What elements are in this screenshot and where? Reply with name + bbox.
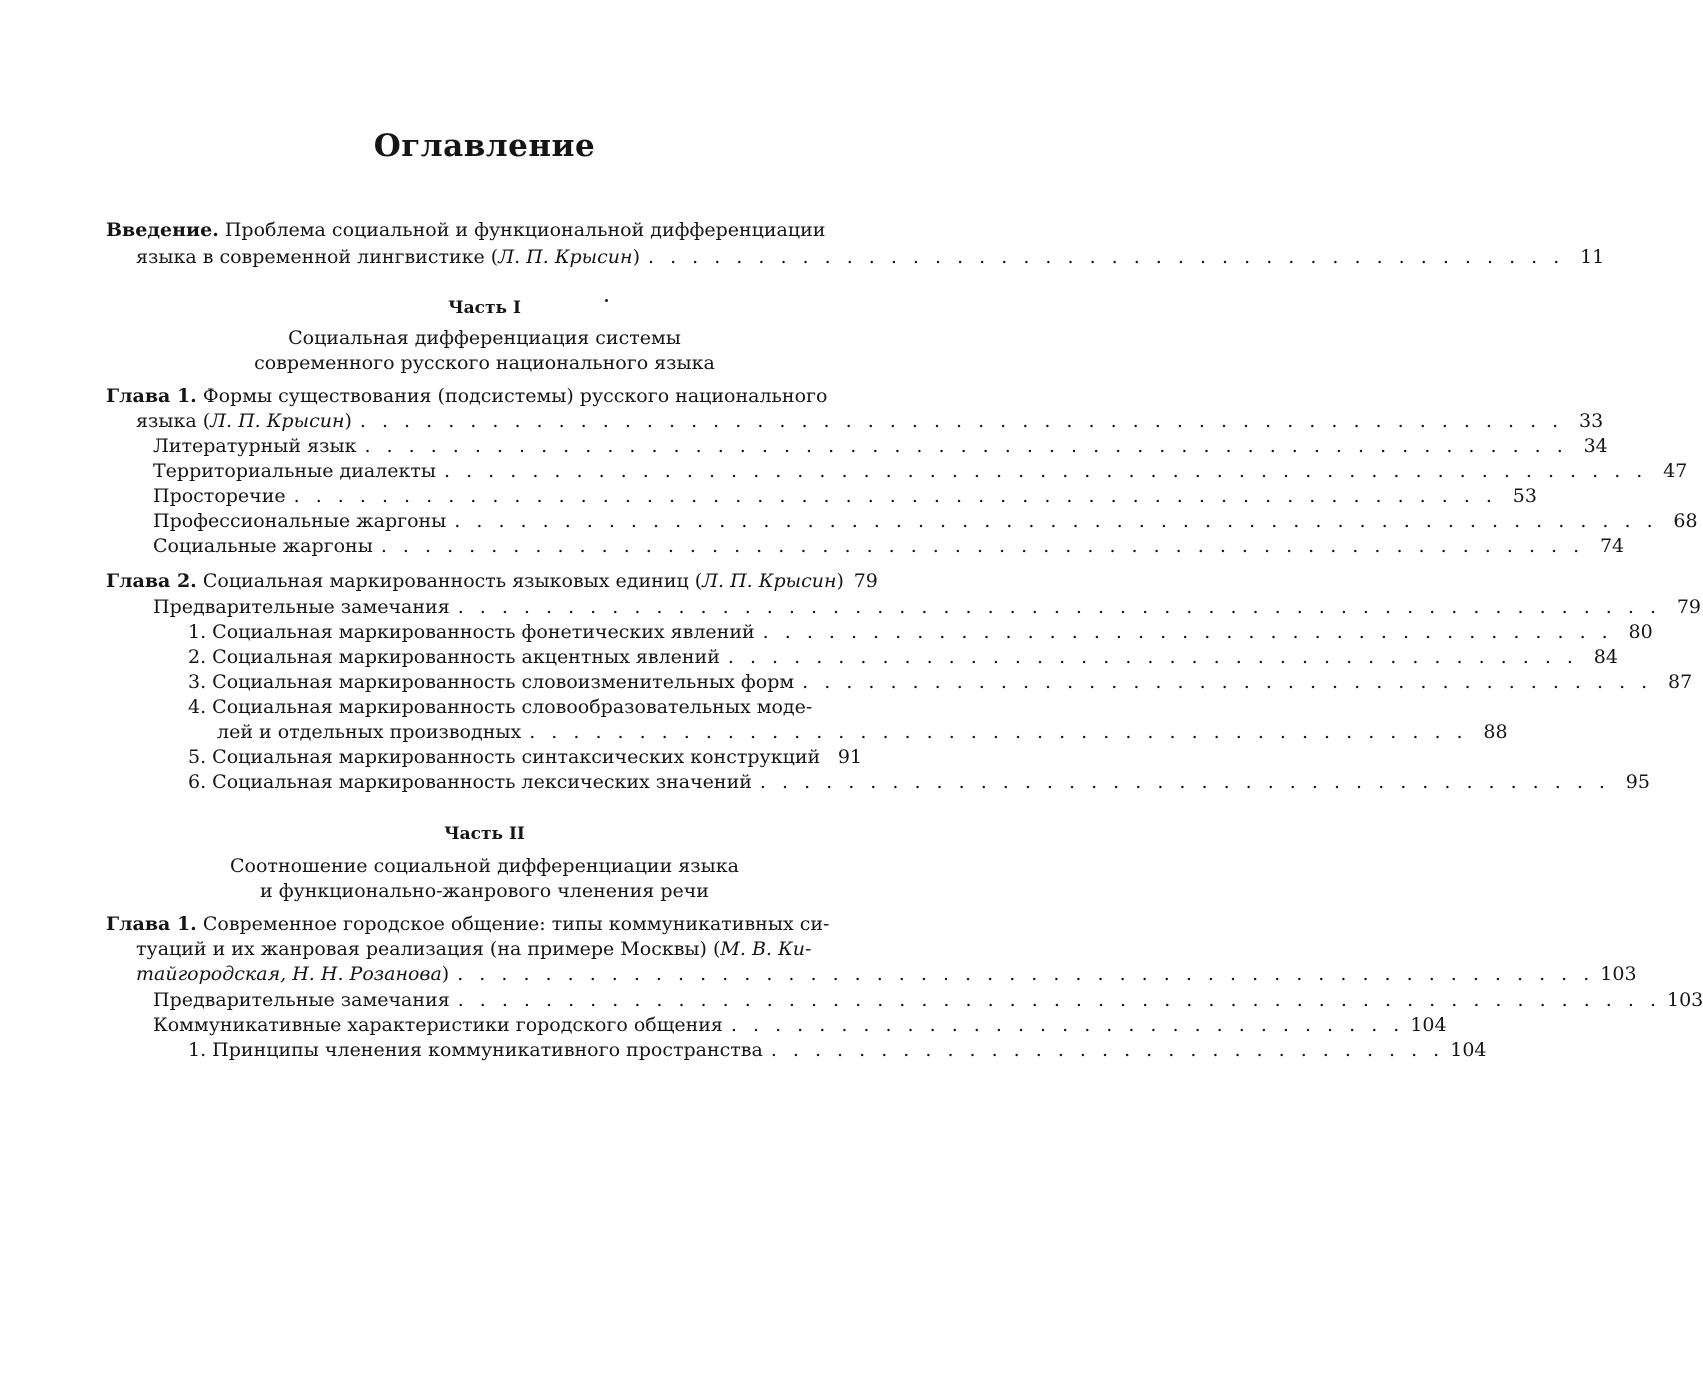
entry-text: Литературный язык: [153, 435, 357, 457]
chapter-1-line-2: [136, 407, 1604, 435]
part-2-chapter-1-text-1: Современное городское общение: типы коммуникативных си-: [196, 913, 830, 935]
chapter-2-label: Глава 2.: [106, 570, 197, 592]
intro-line-2: [136, 243, 1605, 271]
chapter-1-author: Л. П. Крысин: [210, 410, 345, 432]
leader-dots: . . . . . . . . . . . . . . . . . . . . . . . . . . . . . . . . . . . . . . . . . . . . . . . . . . . . . . .: [364, 435, 1568, 457]
leader-dots: . . . . . . . . . . . . . . . . . . . . . . . . . . . . . . . . . . . . . . . . . . . . . . . . . . . . . . .: [380, 535, 1585, 557]
leader-dots: . . . . . . . . . . . . . . . . . . . . . . . . . . . . . . . . . . . . . . . . . . . . . . . . . . . . . . .: [457, 596, 1661, 618]
toc-entry: [153, 532, 1625, 560]
leader-dots: . . . . . . . . . . . . . . . . . . . . . . . . . . . . . . . . . . . . . . . . . . . . . . . . . . . . . . .: [444, 460, 1648, 482]
part-2-title-2: и функционально-жанрового членения речи: [260, 880, 709, 902]
toc-entry-line-2: [217, 718, 1508, 746]
chapter-2-text-end: ): [836, 570, 844, 592]
part-2-title-1: Соотношение социальной дифференциации языка: [230, 855, 739, 877]
leader-dots: . . . . . . . . . . . . . . . . . . . . . . . . . . . . . . .: [730, 1014, 1405, 1036]
toc-entry: [188, 768, 1650, 796]
page-number: 103: [1667, 989, 1703, 1011]
leader-dots: . . . . . . . . . . . . . . . . . . . . . . . . . . . . . . . . . . . . . . .: [802, 671, 1653, 693]
toc-entry: [153, 482, 1537, 510]
chapter-1-line-1: [106, 382, 830, 410]
part-1-label: Часть I: [448, 298, 521, 318]
chapter-2-line-1: [106, 567, 878, 595]
entry-text: Коммуникативные характеристики городского общения: [153, 1014, 723, 1036]
entry-text: Профессиональные жаргоны: [153, 510, 447, 532]
part-2-label: Часть II: [444, 824, 525, 844]
part-2-chapter-1-label: Глава 1.: [106, 913, 197, 935]
intro-author: Л. П. Крысин: [498, 246, 633, 268]
print-speck: [605, 299, 608, 302]
leader-dots: . . . . . . . . . . . . . . . . . . . . . . . . . . . . . . . . . . . . . . . . . . . . . . . . . . . . . . .: [454, 510, 1658, 532]
leader-dots: . . . . . . . . . . . . . . . . . . . . . . . . . . . . . . . . . . . . . . . . . . . . . . . . . . . . . . .: [293, 485, 1497, 507]
page-number: 79: [1676, 596, 1701, 618]
part-2-chapter-1-text-3-end: ): [441, 963, 450, 985]
intro-label: Введение.: [106, 219, 219, 241]
leader-dots: . . . . . . . . . . . . . . . . . . . . . . . . . . . . . . . . . . . . . . . . . . . . . . . . . . . . . . .: [457, 989, 1661, 1011]
part-2-chapter-1-text-2: туаций и их жанровая реализация (на примере Москвы) (: [136, 938, 721, 960]
part-2-chapter-1-author-1: М. В. Ки-: [720, 938, 812, 960]
entry-text: 1. Социальная маркированность фонетических явлений: [188, 621, 755, 643]
leader-dots: . . . . . . . . . . . . . . . . . . . . . . . . . . . . . . . . . . . . . . . . . . . . . . . . . . . .: [457, 963, 1595, 985]
entry-text: Предварительные замечания: [153, 989, 450, 1011]
intro-text-2: языка в современной лингвистике (: [136, 246, 499, 268]
entry-text: Социальные жаргоны: [153, 535, 373, 557]
entry-text: Предварительные замечания: [153, 596, 450, 618]
page-number: 104: [1410, 1014, 1447, 1036]
leader-dots: . . . . . . . . . . . . . . . . . . . . . . . . . . . . . . . . . . . . . . .: [727, 646, 1578, 668]
leader-dots: . . . . . . . . . . . . . . . . . . . . . . . . . . . . . . . . . . . . . . .: [762, 621, 1613, 643]
page-number: 33: [1579, 410, 1604, 432]
entry-text: лей и отдельных производных: [217, 721, 522, 743]
part-2-chapter-1-line-2: [136, 935, 830, 963]
chapter-2-author: Л. П. Крысин: [702, 570, 837, 592]
page-number: 34: [1583, 435, 1608, 457]
page-number: 104: [1450, 1039, 1487, 1061]
page-number: 84: [1593, 646, 1618, 668]
page-number: 74: [1599, 535, 1625, 557]
entry-text: 2. Социальная маркированность акцентных явлений: [188, 646, 720, 668]
leader-dots: . . . . . . . . . . . . . . . . . . . . . . . . . . . . . . .: [770, 1039, 1445, 1061]
page-number: 91: [837, 746, 862, 768]
toc-entry: [188, 743, 862, 771]
toc-entry: [188, 618, 1653, 646]
part-1-title-1: Социальная дифференциация системы: [288, 327, 681, 349]
chapter-1-text-2: языка (: [136, 410, 211, 432]
entry-text: 6. Социальная маркированность лексических значений: [188, 771, 752, 793]
toc-entry: [188, 643, 1618, 671]
toc-entry: [188, 1036, 1487, 1064]
entry-text: Просторечие: [153, 485, 286, 507]
part-2-chapter-1-line-3: [136, 960, 1637, 988]
page-number: 87: [1668, 671, 1693, 693]
leader-dots: . . . . . . . . . . . . . . . . . . . . . . . . . . . . . . . . . . . . . . . . . .: [647, 246, 1565, 268]
entry-text: 1. Принципы членения коммуникативного пространства: [188, 1039, 763, 1061]
chapter-1-label: Глава 1.: [106, 385, 197, 407]
chapter-1-text-1: Формы существования (подсистемы) русского национального: [196, 385, 828, 407]
entry-text: 5. Социальная маркированность синтаксических конструкций: [188, 746, 821, 768]
toc-entry: [153, 593, 1701, 621]
page-number: 79: [853, 570, 878, 592]
toc-entry-line-1: [188, 693, 813, 721]
toc-entry: [188, 668, 1693, 696]
chapter-1-text-2-end: ): [344, 410, 352, 432]
page-number: 11: [1580, 246, 1605, 268]
toc-entry: [153, 457, 1688, 485]
page-title: Оглавление: [373, 128, 596, 164]
intro-line-1: [106, 216, 830, 244]
toc-entry: [153, 1011, 1447, 1039]
toc-entry: [153, 507, 1698, 535]
part-2-chapter-1-line-1: [106, 910, 830, 938]
entry-text: Территориальные диалекты: [153, 460, 437, 482]
page-number: 80: [1628, 621, 1653, 643]
leader-dots: . . . . . . . . . . . . . . . . . . . . . . . . . . . . . . . . . . . . . . .: [759, 771, 1610, 793]
entry-text: 4. Социальная маркированность словообразовательных моде-: [188, 696, 813, 718]
part-1-title-2: современного русского национального языка: [254, 352, 715, 374]
page-number: 95: [1625, 771, 1650, 793]
page-number: 103: [1600, 963, 1637, 985]
leader-dots: . . . . . . . . . . . . . . . . . . . . . . . . . . . . . . . . . . . . . . . . . . . . . . . . . . . . . . .: [359, 410, 1564, 432]
toc-entry: [153, 432, 1608, 460]
intro-text-2-end: ): [632, 246, 640, 268]
page-number: 53: [1512, 485, 1537, 507]
entry-text: 3. Социальная маркированность словоизменительных форм: [188, 671, 795, 693]
page-number: 47: [1663, 460, 1688, 482]
intro-text-1: Проблема социальной и функциональной дифференциации: [218, 219, 826, 241]
page-number: 88: [1483, 721, 1508, 743]
page-number: 68: [1673, 510, 1698, 532]
leader-dots: . . . . . . . . . . . . . . . . . . . . . . . . . . . . . . . . . . . . . . . . . . .: [529, 721, 1468, 743]
chapter-2-text: Социальная маркированность языковых единиц (: [196, 570, 703, 592]
toc-entry: [153, 986, 1703, 1014]
part-2-chapter-1-author-2: тайгородская, Н. Н. Розанова: [136, 963, 442, 985]
